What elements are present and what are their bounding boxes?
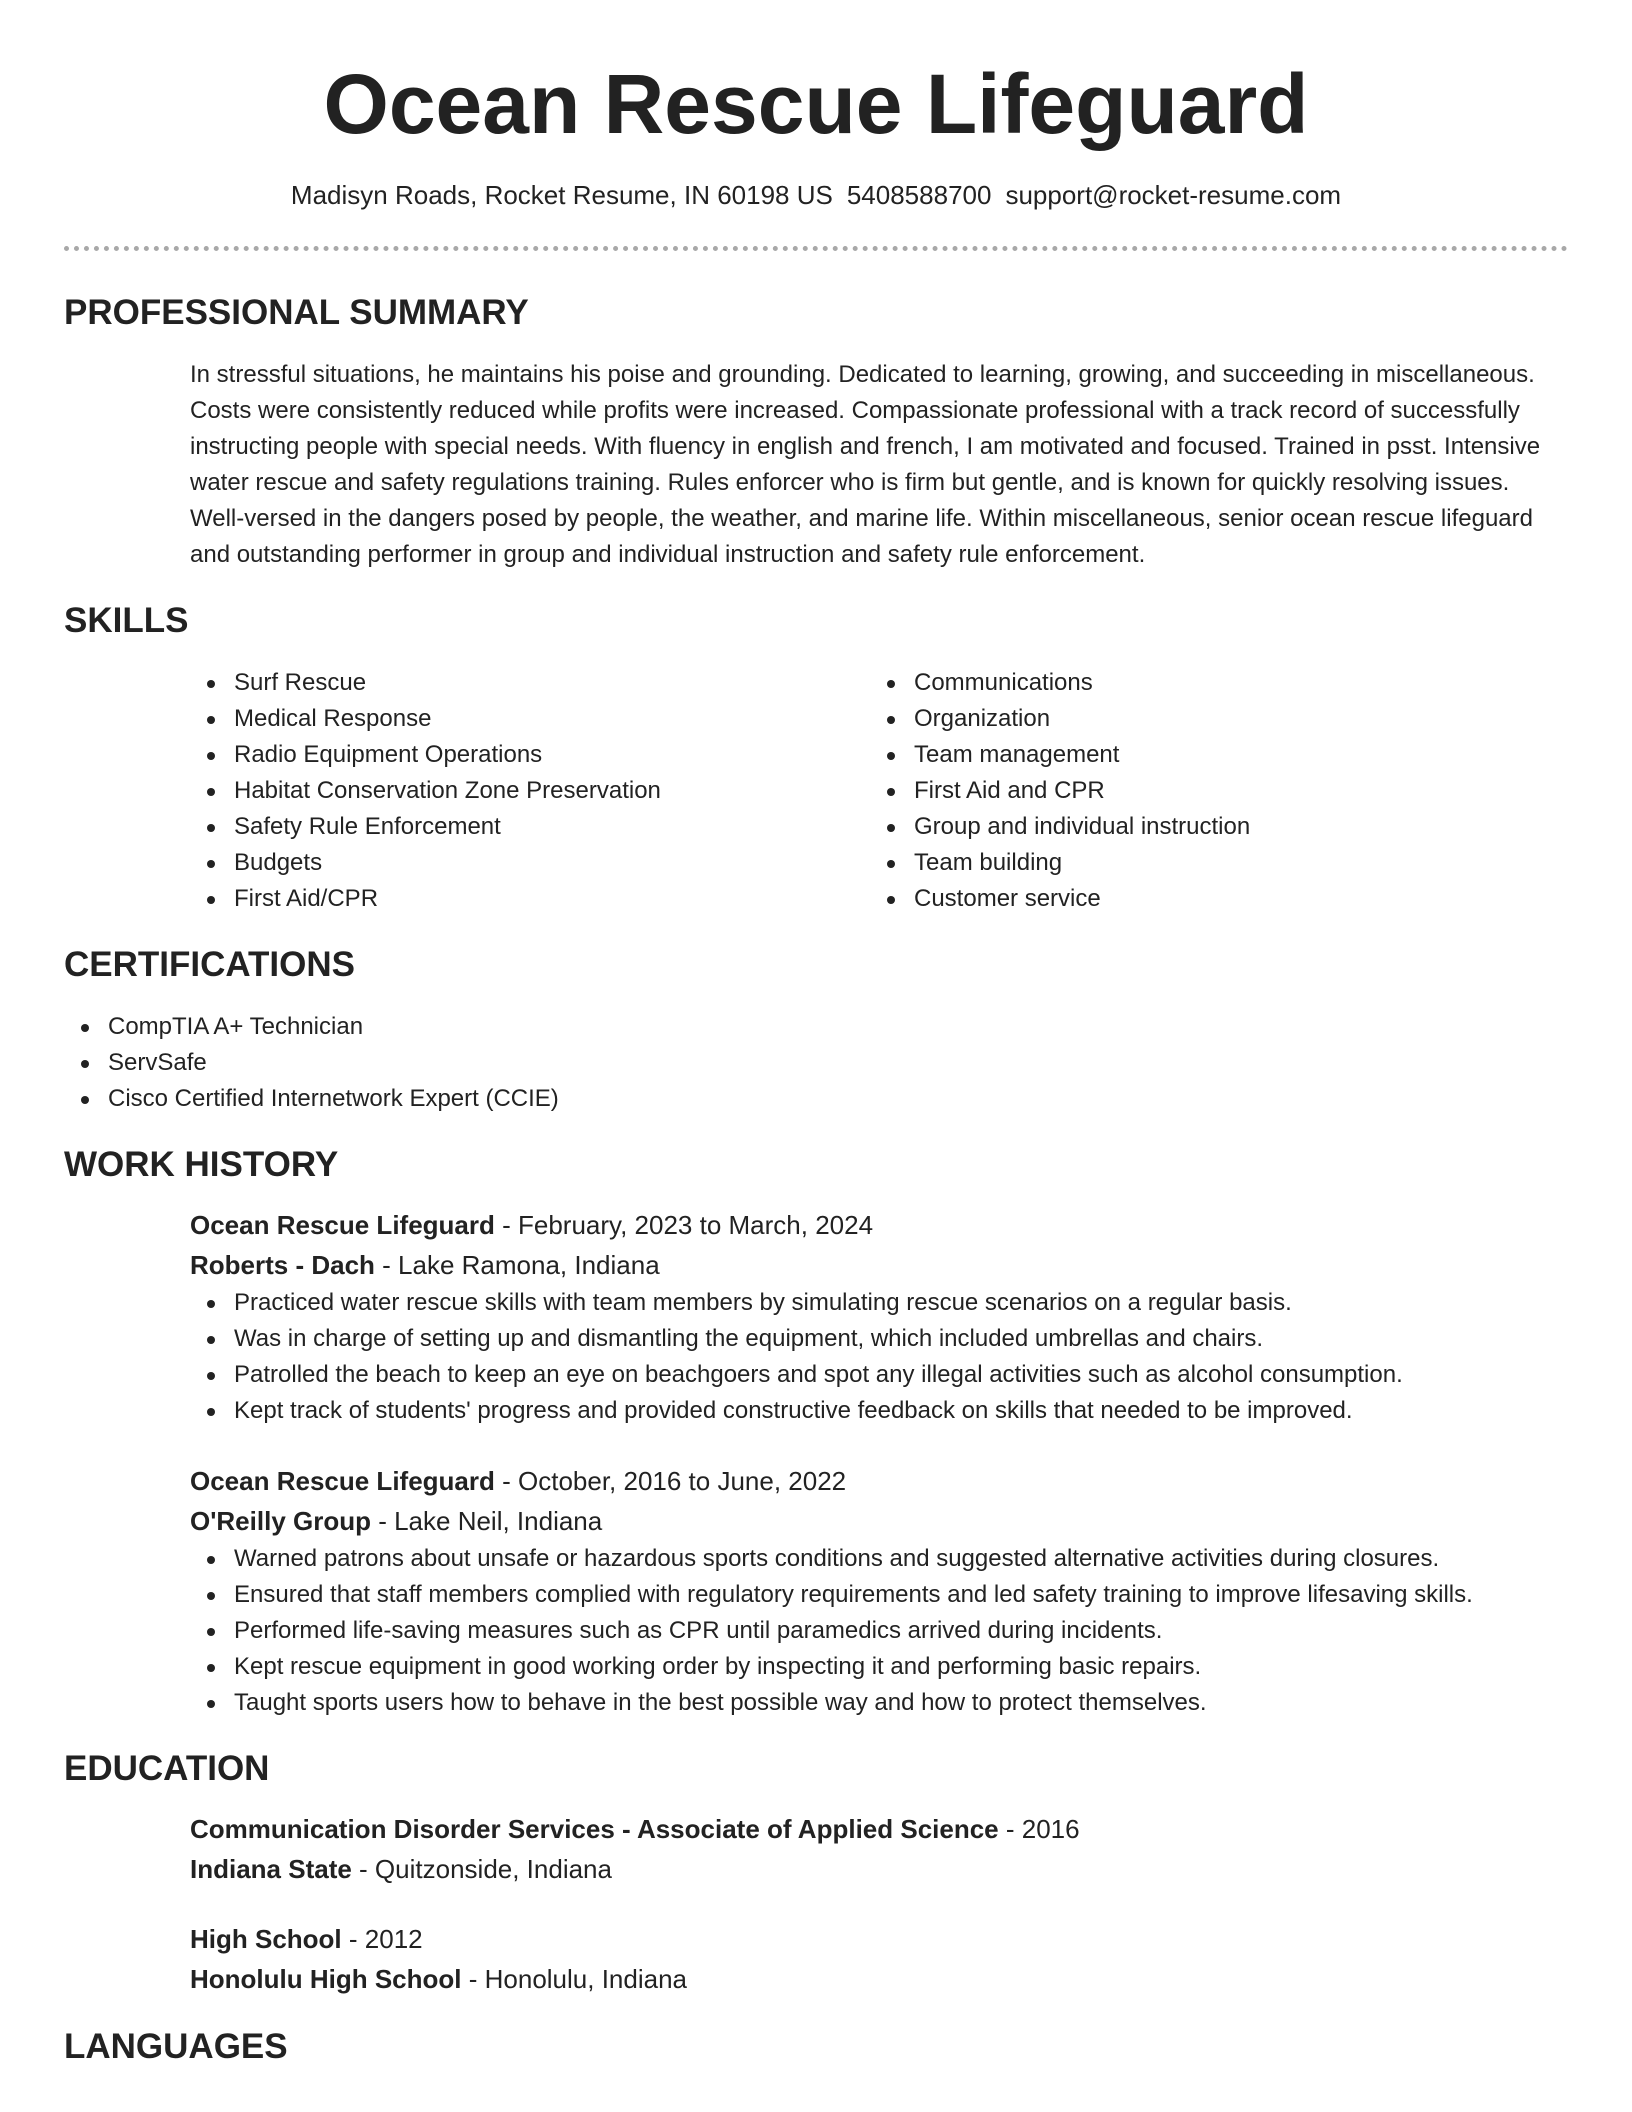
job-bullet: Warned patrons about unsafe or hazardous sports conditions and suggested alternative activities during closures. xyxy=(190,1541,1568,1577)
contact-phone: 5408588700 xyxy=(846,180,992,210)
certification-item: CompTIA A+ Technician xyxy=(64,1009,1568,1045)
job-role: Ocean Rescue Lifeguard xyxy=(190,1466,495,1496)
work-section xyxy=(64,1143,1568,1721)
certifications-title: CERTIFICATIONS xyxy=(64,945,356,984)
job-company-line xyxy=(190,1245,1568,1285)
education-year: - 2016 xyxy=(998,1814,1080,1844)
contact-line xyxy=(64,178,1568,212)
education-school: Honolulu High School xyxy=(190,1964,462,1994)
education-school: Indiana State xyxy=(190,1854,352,1884)
skill-item: Customer service xyxy=(870,881,1550,917)
job-dates: - October, 2016 to June, 2022 xyxy=(494,1466,847,1496)
job-bullet: Patrolled the beach to keep an eye on beachgoers and spot any illegal activities such as alcohol consumption. xyxy=(190,1357,1568,1393)
job-company-line xyxy=(190,1501,1568,1541)
job-title-line xyxy=(190,1205,1568,1245)
job-bullet: Practiced water rescue skills with team members by simulating rescue scenarios on a regular basis. xyxy=(190,1285,1568,1321)
certification-item: ServSafe xyxy=(64,1045,1568,1081)
languages-section xyxy=(64,2025,1568,2069)
contact-email: support@rocket-resume.com xyxy=(1005,180,1342,210)
job-entry xyxy=(190,1461,1568,1721)
contact-address: Madisyn Roads, Rocket Resume, IN 60198 US xyxy=(290,180,833,210)
job-bullet: Performed life-saving measures such as CPR until paramedics arrived during incidents. xyxy=(190,1613,1568,1649)
certifications-list xyxy=(64,1009,1568,1117)
job-location: - Lake Ramona, Indiana xyxy=(374,1250,660,1280)
education-degree-line xyxy=(190,1919,1568,1959)
skill-item: Habitat Conservation Zone Preservation xyxy=(190,773,870,809)
education-location: - Honolulu, Indiana xyxy=(461,1964,687,1994)
summary-section xyxy=(64,291,1568,573)
education-entry xyxy=(190,1809,1568,1889)
education-entry xyxy=(190,1919,1568,1999)
skill-item: Medical Response xyxy=(190,701,870,737)
job-title-line xyxy=(190,1461,1568,1501)
header-divider xyxy=(64,246,1568,251)
resume-name: Ocean Rescue Lifeguard xyxy=(323,57,1309,151)
job-bullet: Kept track of students' progress and provided constructive feedback on skills that needed to be improved. xyxy=(190,1393,1568,1429)
education-school-line xyxy=(190,1849,1568,1889)
skills-section xyxy=(64,599,1568,917)
job-bullets xyxy=(190,1541,1568,1721)
work-title: WORK HISTORY xyxy=(64,1145,339,1184)
languages-title: LANGUAGES xyxy=(64,2027,288,2066)
skill-item: Organization xyxy=(870,701,1550,737)
skill-item: Team management xyxy=(870,737,1550,773)
skill-item: Communications xyxy=(870,665,1550,701)
skill-item: First Aid and CPR xyxy=(870,773,1550,809)
skill-item: Surf Rescue xyxy=(190,665,870,701)
job-company: O'Reilly Group xyxy=(190,1506,371,1536)
job-company: Roberts - Dach xyxy=(190,1250,375,1280)
skills-grid xyxy=(190,665,1568,917)
skill-item: Radio Equipment Operations xyxy=(190,737,870,773)
job-role: Ocean Rescue Lifeguard xyxy=(190,1210,495,1240)
summary-title: PROFESSIONAL SUMMARY xyxy=(64,293,529,332)
education-degree: High School xyxy=(190,1924,342,1954)
skill-item: First Aid/CPR xyxy=(190,881,870,917)
summary-text: In stressful situations, he maintains his poise and grounding. Dedicated to learning, growing, and succeeding in miscellaneous. Costs were consistently reduced while profits were increased. Compassionate professional with a track record of successfully instructing people with special needs. With fluency in english and french, I am motivated and focused. Trained in psst. Intensive water rescue and safety regulations training. Rules enforcer who is firm but gentle, and is known for quickly resolving issues. Well-versed in the dangers posed by people, the weather, and marine life. Within miscellaneous, senior ocean rescue lifeguard and outstanding performer in group and individual instruction and safety rule enforcement. xyxy=(190,361,1541,568)
job-entry xyxy=(190,1205,1568,1429)
skill-item: Safety Rule Enforcement xyxy=(190,809,870,845)
job-bullet: Taught sports users how to behave in the best possible way and how to protect themselves. xyxy=(190,1685,1568,1721)
education-title: EDUCATION xyxy=(64,1749,270,1788)
job-bullet: Kept rescue equipment in good working order by inspecting it and performing basic repairs. xyxy=(190,1649,1568,1685)
education-degree: Communication Disorder Services - Associate of Applied Science xyxy=(190,1814,999,1844)
job-bullet: Was in charge of setting up and dismantling the equipment, which included umbrellas and chairs. xyxy=(190,1321,1568,1357)
education-section xyxy=(64,1747,1568,1999)
job-location: - Lake Neil, Indiana xyxy=(370,1506,603,1536)
skill-item: Team building xyxy=(870,845,1550,881)
skills-title: SKILLS xyxy=(64,601,189,640)
certifications-section xyxy=(64,943,1568,1117)
certification-item: Cisco Certified Internetwork Expert (CCIE) xyxy=(64,1081,1568,1117)
skill-item: Group and individual instruction xyxy=(870,809,1550,845)
education-degree-line xyxy=(190,1809,1568,1849)
education-year: - 2012 xyxy=(341,1924,423,1954)
skill-item: Budgets xyxy=(190,845,870,881)
education-school-line xyxy=(190,1959,1568,1999)
job-bullets xyxy=(190,1285,1568,1429)
education-location: - Quitzonside, Indiana xyxy=(351,1854,612,1884)
resume-page xyxy=(64,0,1568,2069)
skills-column-right xyxy=(870,665,1550,917)
job-dates: - February, 2023 to March, 2024 xyxy=(494,1210,874,1240)
job-bullet: Ensured that staff members complied with regulatory requirements and led safety training to improve lifesaving skills. xyxy=(190,1577,1568,1613)
skills-column-left xyxy=(190,665,870,917)
